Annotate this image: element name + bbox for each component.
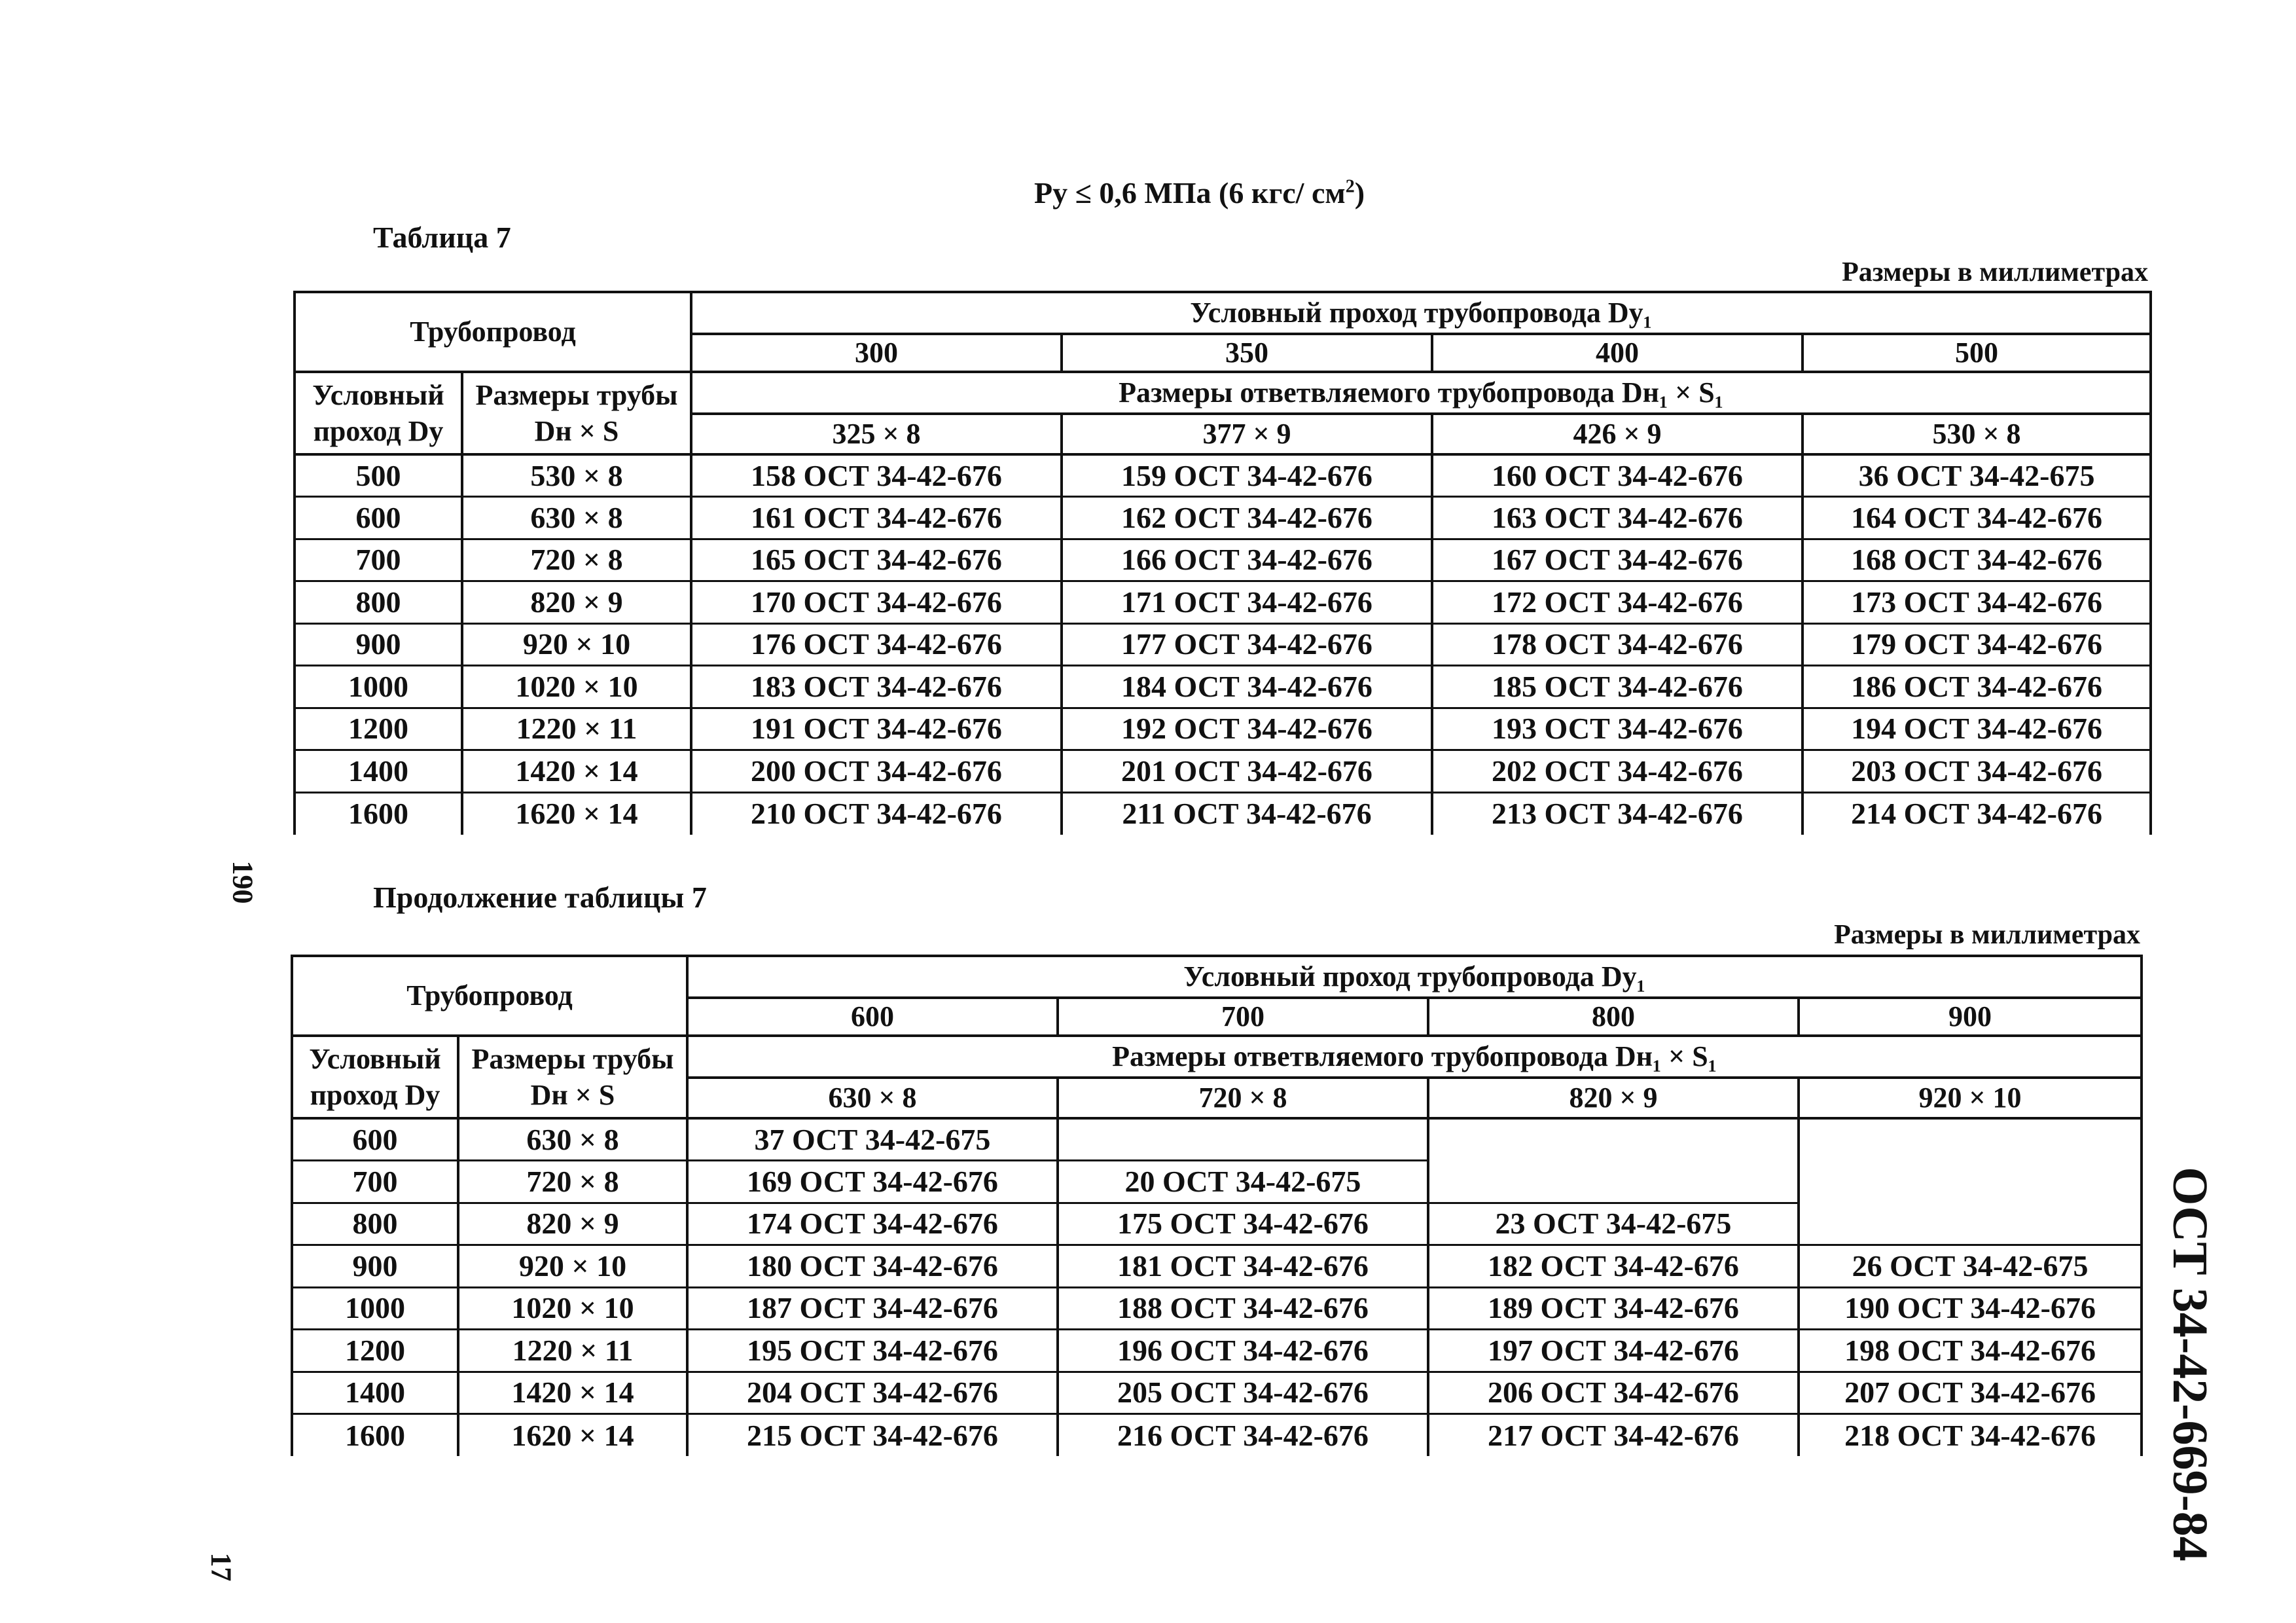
cell-part-number: 37 ОСТ 34-42-675 <box>687 1118 1058 1161</box>
table-row <box>292 1203 2142 1245</box>
cell-part-number <box>1428 1118 1799 1161</box>
cell-pipe-size: 920 × 10 <box>462 623 691 666</box>
table-row <box>295 539 2151 581</box>
table-row <box>292 1287 2142 1330</box>
cell-part-number: 168 ОСТ 34-42-676 <box>1803 539 2151 581</box>
cell-part-number: 206 ОСТ 34-42-676 <box>1428 1372 1799 1414</box>
cell-part-number: 171 ОСТ 34-42-676 <box>1062 581 1432 624</box>
table1-header-branch-size: 530 × 8 <box>1803 414 2151 454</box>
document-code: ОСТ 34-42-669-84 <box>2162 1167 2217 1561</box>
table1-header-bore-500: 500 <box>1803 334 2151 372</box>
cell-pipe-size: 1220 × 11 <box>462 708 691 750</box>
cell-part-number: 165 ОСТ 34-42-676 <box>691 539 1062 581</box>
table-row <box>292 1330 2142 1372</box>
cell-part-number: 205 ОСТ 34-42-676 <box>1058 1372 1428 1414</box>
cell-part-number: 202 ОСТ 34-42-676 <box>1432 750 1803 793</box>
table1-title: Таблица 7 <box>373 221 511 254</box>
cell-part-number: 203 ОСТ 34-42-676 <box>1803 750 2151 793</box>
table1-header-nominal-bore: Условный проход трубопровода Dy₁ <box>691 292 2151 334</box>
cell-part-number <box>1428 1161 1799 1203</box>
cell-part-number: 191 ОСТ 34-42-676 <box>691 708 1062 750</box>
cell-part-number: 185 ОСТ 34-42-676 <box>1432 666 1803 708</box>
cell-part-number: 36 ОСТ 34-42-675 <box>1803 454 2151 497</box>
cell-part-number: 182 ОСТ 34-42-676 <box>1428 1245 1799 1288</box>
pressure-note-text: Ру ≤ 0,6 МПа (6 кгс/ см <box>1034 176 1346 210</box>
cell-part-number: 174 ОСТ 34-42-676 <box>687 1203 1058 1245</box>
table2-header-branch-size: 630 × 8 <box>687 1078 1058 1118</box>
cell-pipe-size: 720 × 8 <box>458 1161 687 1203</box>
cell-part-number: 166 ОСТ 34-42-676 <box>1062 539 1432 581</box>
cell-nominal-bore: 800 <box>292 1203 458 1245</box>
cell-part-number: 164 ОСТ 34-42-676 <box>1803 497 2151 539</box>
table-row <box>292 1161 2142 1203</box>
cell-pipe-size: 1220 × 11 <box>458 1330 687 1372</box>
cell-pipe-size: 1620 × 14 <box>462 792 691 835</box>
cell-part-number: 181 ОСТ 34-42-676 <box>1058 1245 1428 1288</box>
cell-nominal-bore: 1000 <box>292 1287 458 1330</box>
cell-part-number: 169 ОСТ 34-42-676 <box>687 1161 1058 1203</box>
cell-pipe-size: 1020 × 10 <box>458 1287 687 1330</box>
cell-part-number: 188 ОСТ 34-42-676 <box>1058 1287 1428 1330</box>
cell-nominal-bore: 800 <box>295 581 462 624</box>
table1-header-bore-300: 300 <box>691 334 1062 372</box>
cell-nominal-bore: 1600 <box>295 792 462 835</box>
page-number-lower: 17 <box>205 1552 238 1582</box>
table-row <box>295 497 2151 539</box>
cell-pipe-size: 820 × 9 <box>458 1203 687 1245</box>
table2-header-bore-900: 900 <box>1799 998 2142 1036</box>
cell-pipe-size: 630 × 8 <box>458 1118 687 1161</box>
cell-part-number: 211 ОСТ 34-42-676 <box>1062 792 1432 835</box>
cell-part-number: 200 ОСТ 34-42-676 <box>691 750 1062 793</box>
table-row <box>292 1245 2142 1288</box>
cell-part-number: 215 ОСТ 34-42-676 <box>687 1414 1058 1457</box>
cell-part-number: 197 ОСТ 34-42-676 <box>1428 1330 1799 1372</box>
cell-part-number: 193 ОСТ 34-42-676 <box>1432 708 1803 750</box>
cell-part-number: 192 ОСТ 34-42-676 <box>1062 708 1432 750</box>
cell-pipe-size: 630 × 8 <box>462 497 691 539</box>
cell-nominal-bore: 1400 <box>295 750 462 793</box>
cell-part-number: 160 ОСТ 34-42-676 <box>1432 454 1803 497</box>
cell-nominal-bore: 900 <box>295 623 462 666</box>
cell-part-number: 177 ОСТ 34-42-676 <box>1062 623 1432 666</box>
cell-pipe-size: 1420 × 14 <box>458 1372 687 1414</box>
cell-pipe-size: 530 × 8 <box>462 454 691 497</box>
table2-header-bore-800: 800 <box>1428 998 1799 1036</box>
cell-part-number: 189 ОСТ 34-42-676 <box>1428 1287 1799 1330</box>
cell-part-number: 167 ОСТ 34-42-676 <box>1432 539 1803 581</box>
cell-pipe-size: 1020 × 10 <box>462 666 691 708</box>
cell-part-number: 180 ОСТ 34-42-676 <box>687 1245 1058 1288</box>
table1-header-pipeline: Трубопровод <box>295 292 691 372</box>
cell-part-number <box>1799 1118 2142 1161</box>
cell-part-number: 218 ОСТ 34-42-676 <box>1799 1414 2142 1457</box>
cell-pipe-size: 820 × 9 <box>462 581 691 624</box>
cell-nominal-bore: 1400 <box>292 1372 458 1414</box>
cell-part-number: 161 ОСТ 34-42-676 <box>691 497 1062 539</box>
cell-part-number: 176 ОСТ 34-42-676 <box>691 623 1062 666</box>
cell-part-number: 26 ОСТ 34-42-675 <box>1799 1245 2142 1288</box>
table-row <box>295 581 2151 624</box>
table1-units: Размеры в миллиметрах <box>1842 257 2148 287</box>
table-row <box>295 623 2151 666</box>
cell-part-number: 186 ОСТ 34-42-676 <box>1803 666 2151 708</box>
cell-nominal-bore: 1000 <box>295 666 462 708</box>
cell-part-number: 170 ОСТ 34-42-676 <box>691 581 1062 624</box>
cell-nominal-bore: 600 <box>295 497 462 539</box>
table2-header-pipeline: Трубопровод <box>292 956 687 1036</box>
cell-nominal-bore: 600 <box>292 1118 458 1161</box>
table2-header-branch-size: 920 × 10 <box>1799 1078 2142 1118</box>
table2-header-branch-size: 720 × 8 <box>1058 1078 1428 1118</box>
cell-part-number: 207 ОСТ 34-42-676 <box>1799 1372 2142 1414</box>
cell-part-number: 163 ОСТ 34-42-676 <box>1432 497 1803 539</box>
table2-header-branch-label: Размеры ответвляемого трубопровода Dн₁ × S₁ <box>687 1036 2142 1078</box>
cell-part-number <box>1799 1161 2142 1203</box>
cell-part-number: 213 ОСТ 34-42-676 <box>1432 792 1803 835</box>
cell-part-number: 179 ОСТ 34-42-676 <box>1803 623 2151 666</box>
table-row <box>295 454 2151 497</box>
table1-header-branch-size: 325 × 8 <box>691 414 1062 454</box>
cell-part-number: 198 ОСТ 34-42-676 <box>1799 1330 2142 1372</box>
cell-pipe-size: 720 × 8 <box>462 539 691 581</box>
table2-header-col-size: Размеры трубы Dн × S <box>458 1036 687 1118</box>
cell-part-number: 172 ОСТ 34-42-676 <box>1432 581 1803 624</box>
cell-part-number: 217 ОСТ 34-42-676 <box>1428 1414 1799 1457</box>
cell-part-number: 162 ОСТ 34-42-676 <box>1062 497 1432 539</box>
table1-header-bore-350: 350 <box>1062 334 1432 372</box>
cell-part-number <box>1058 1118 1428 1161</box>
cell-part-number: 158 ОСТ 34-42-676 <box>691 454 1062 497</box>
table-row <box>292 1372 2142 1414</box>
table2-header-bore-600: 600 <box>687 998 1058 1036</box>
cell-part-number <box>1799 1203 2142 1245</box>
cell-nominal-bore: 1200 <box>295 708 462 750</box>
table2-header-branch-size: 820 × 9 <box>1428 1078 1799 1118</box>
cell-part-number: 214 ОСТ 34-42-676 <box>1803 792 2151 835</box>
table2-header-bore-700: 700 <box>1058 998 1428 1036</box>
table-row <box>295 792 2151 835</box>
cell-part-number: 23 ОСТ 34-42-675 <box>1428 1203 1799 1245</box>
table1-header-bore-400: 400 <box>1432 334 1803 372</box>
table1-header-branch-size: 377 × 9 <box>1062 414 1432 454</box>
table-row <box>295 750 2151 793</box>
cell-nominal-bore: 700 <box>295 539 462 581</box>
cell-part-number: 184 ОСТ 34-42-676 <box>1062 666 1432 708</box>
table1-header-branch-label: Размеры ответвляемого трубопровода Dн₁ × S₁ <box>691 372 2151 414</box>
page-number-upper: 190 <box>226 860 259 904</box>
table-row <box>295 708 2151 750</box>
pressure-note <box>1034 175 1365 210</box>
cell-part-number: 190 ОСТ 34-42-676 <box>1799 1287 2142 1330</box>
table1 <box>293 291 2152 835</box>
cell-nominal-bore: 900 <box>292 1245 458 1288</box>
pressure-note-suffix: ) <box>1354 176 1365 210</box>
cell-nominal-bore: 500 <box>295 454 462 497</box>
cell-part-number: 178 ОСТ 34-42-676 <box>1432 623 1803 666</box>
table2-header-col-dy: Условный проход Dy <box>292 1036 458 1118</box>
cell-nominal-bore: 700 <box>292 1161 458 1203</box>
cell-pipe-size: 920 × 10 <box>458 1245 687 1288</box>
table-row <box>292 1118 2142 1161</box>
cell-part-number: 204 ОСТ 34-42-676 <box>687 1372 1058 1414</box>
cell-part-number: 195 ОСТ 34-42-676 <box>687 1330 1058 1372</box>
cell-part-number: 194 ОСТ 34-42-676 <box>1803 708 2151 750</box>
cell-nominal-bore: 1200 <box>292 1330 458 1372</box>
cell-part-number: 196 ОСТ 34-42-676 <box>1058 1330 1428 1372</box>
cell-part-number: 175 ОСТ 34-42-676 <box>1058 1203 1428 1245</box>
table2-title: Продолжение таблицы 7 <box>373 881 707 914</box>
cell-part-number: 201 ОСТ 34-42-676 <box>1062 750 1432 793</box>
cell-pipe-size: 1420 × 14 <box>462 750 691 793</box>
table1-header-col-dy: Условный проход Dy <box>295 372 462 454</box>
cell-part-number: 20 ОСТ 34-42-675 <box>1058 1161 1428 1203</box>
cell-part-number: 159 ОСТ 34-42-676 <box>1062 454 1432 497</box>
table2-units: Размеры в миллиметрах <box>1834 920 2140 950</box>
cell-part-number: 173 ОСТ 34-42-676 <box>1803 581 2151 624</box>
table2 <box>291 955 2143 1456</box>
table1-header-col-size: Размеры трубы Dн × S <box>462 372 691 454</box>
cell-pipe-size: 1620 × 14 <box>458 1414 687 1457</box>
cell-nominal-bore: 1600 <box>292 1414 458 1457</box>
cell-part-number: 210 ОСТ 34-42-676 <box>691 792 1062 835</box>
table1-header-branch-size: 426 × 9 <box>1432 414 1803 454</box>
cell-part-number: 183 ОСТ 34-42-676 <box>691 666 1062 708</box>
pressure-note-superscript: 2 <box>1345 176 1355 197</box>
table-row <box>295 666 2151 708</box>
table2-header-nominal-bore: Условный проход трубопровода Dy₁ <box>687 956 2142 998</box>
cell-part-number: 216 ОСТ 34-42-676 <box>1058 1414 1428 1457</box>
cell-part-number: 187 ОСТ 34-42-676 <box>687 1287 1058 1330</box>
table-row <box>292 1414 2142 1457</box>
